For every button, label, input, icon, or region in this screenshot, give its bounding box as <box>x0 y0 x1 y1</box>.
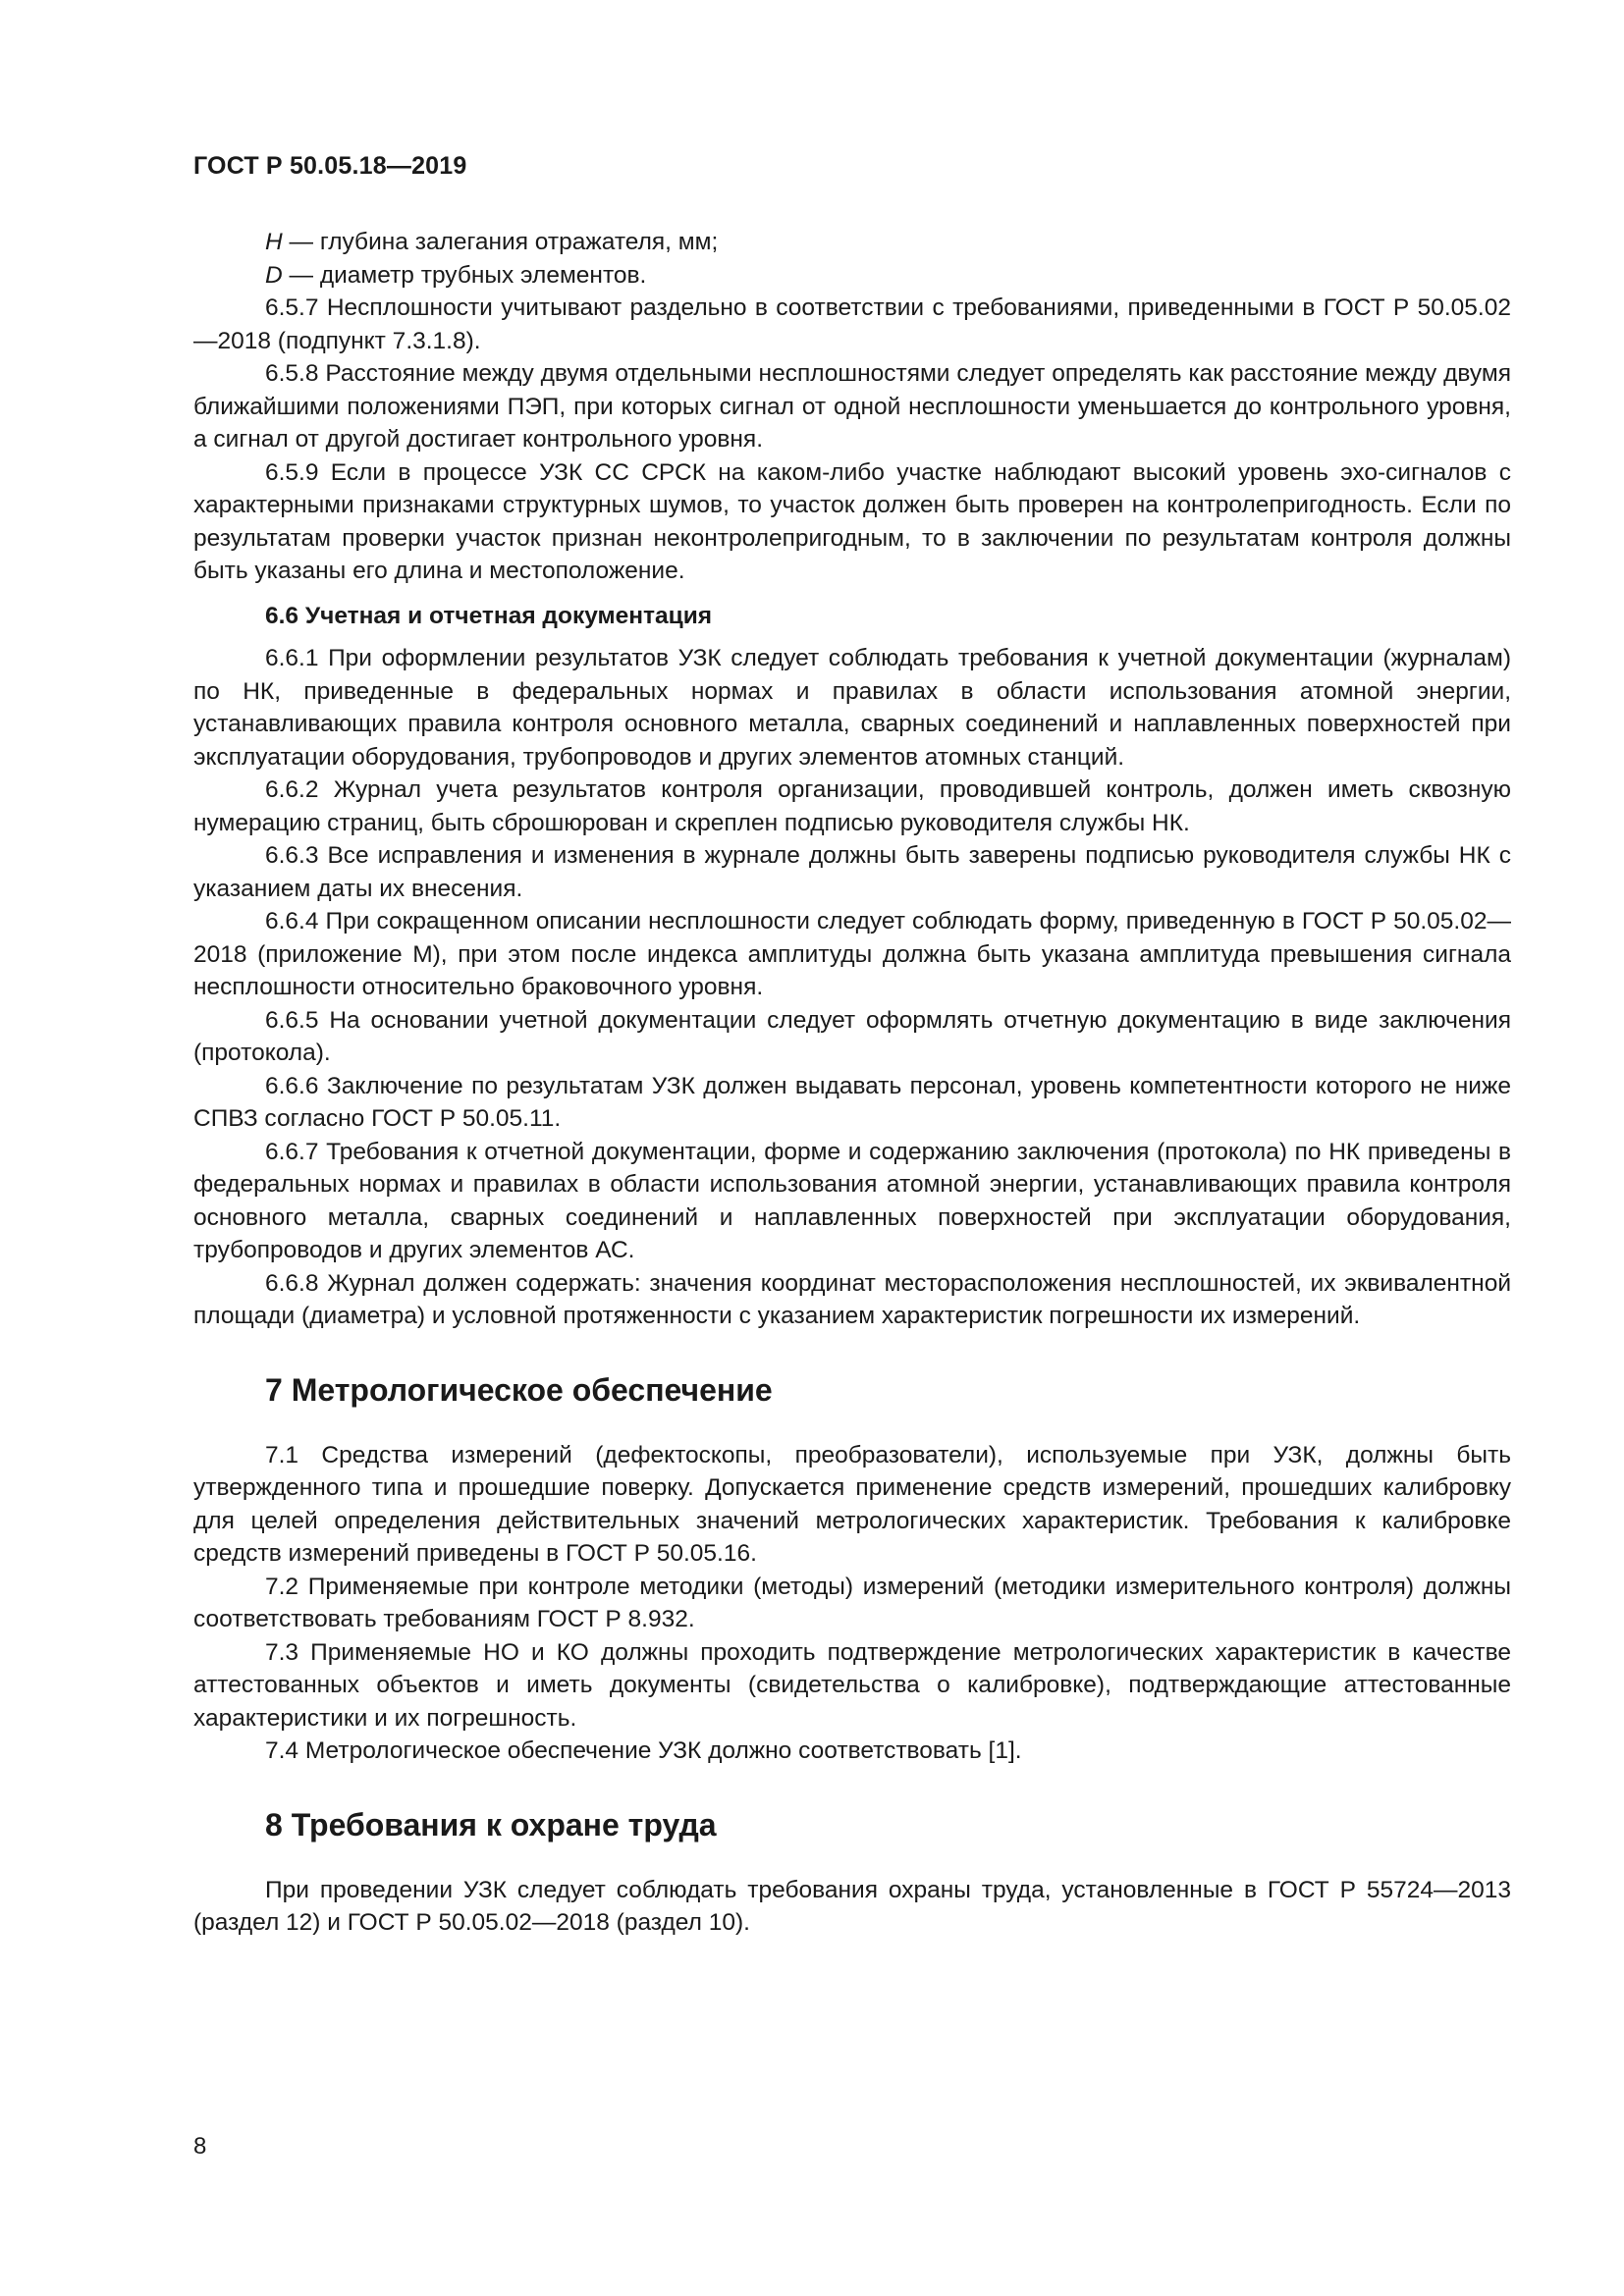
clause-6-5-9: 6.5.9 Если в процессе УЗК СС СРСК на каком-либо участке наблюдают высокий уровень эхо-сигналов с характерными признаками структурных шумов, то участок должен быть проверен на контролепригодность. Если по результатам проверки участок признан неконтролепригодным, то в заключении по результатам контроля должны быть указаны его длина и местоположение. <box>193 458 1511 584</box>
clause-6-6-7: 6.6.7 Требования к отчетной документации, форме и содержанию заключения (протокола) по НК приведены в федеральных нормах и правилах в области использования атомной энергии, устанавливающих правила контроля основного металла, сварных соединений и наплавленных поверхностей при эксплуатации оборудования, трубопроводов и других элементов АС. <box>193 1138 1511 1263</box>
clause-6-6-4: 6.6.4 При сокращенном описании несплошности следует соблюдать форму, приведенную в ГОСТ Р 50.05.02—2018 (приложение М), при этом после индекса амплитуды должна быть указана амплитуда превышения сигнала несплошности относительно браковочного уровня. <box>193 908 1511 1000</box>
clause-6-6-6: 6.6.6 Заключение по результатам УЗК должен выдавать персонал, уровень компетентности которого не ниже СПВЗ согласно ГОСТ Р 50.05.11. <box>193 1072 1511 1132</box>
clause-6-6-3: 6.6.3 Все исправления и изменения в журнале должны быть заверены подписью руководителя службы НК с указанием даты их внесения. <box>193 842 1511 902</box>
variable-text: — глубина залегания отражателя, мм; <box>282 229 719 255</box>
clause-6-6-5: 6.6.5 На основании учетной документации следует оформлять отчетную документацию в виде заключения (протокола). <box>193 1006 1511 1066</box>
variable-symbol: D <box>265 261 283 289</box>
clause-7-2: 7.2 Применяемые при контроле методики (методы) измерений (методики измерительного контроля) должны соответствовать требованиям ГОСТ Р 8.932. <box>193 1573 1511 1632</box>
variable-symbol: H <box>265 229 283 255</box>
clause-6-6-1: 6.6.1 При оформлении результатов УЗК следует соблюдать требования к учетной документации (журналам) по НК, приведенные в федеральных нормах и правилах в области использования атомной энергии, устанавливающих правила контроля основного металла, сварных соединений и наплавленных поверхностей при эксплуатации оборудования, трубопроводов и других элементов атомных станций. <box>193 645 1511 771</box>
variable-definition <box>265 226 1511 259</box>
variable-text: — диаметр трубных элементов. <box>282 261 647 289</box>
clause-7-3: 7.3 Применяемые НО и КО должны проходить подтверждение метрологических характеристик в качестве аттестованных объектов и иметь документы (свидетельства о калибровке), подтверждающие аттестованные характеристики и их погрешность. <box>193 1638 1511 1732</box>
page-number: 8 <box>193 2133 207 2160</box>
section-8-title: 8 Требования к охране труда <box>265 1806 717 1842</box>
clause-6-6-8: 6.6.8 Журнал должен содержать: значения координат месторасположения несплошностей, их эквивалентной площади (диаметра) и условной протяженности с указанием характеристик погрешности их измерений. <box>193 1269 1511 1329</box>
subsection-6-6-title: 6.6 Учетная и отчетная документация <box>265 602 713 629</box>
page-content <box>193 226 1511 1940</box>
page-header-title: ГОСТ Р 50.05.18—2019 <box>193 152 467 180</box>
section-7-title: 7 Метрологическое обеспечение <box>265 1371 773 1408</box>
clause-7-4: 7.4 Метрологическое обеспечение УЗК должно соответствовать [1]. <box>265 1737 1022 1764</box>
clause-7-1: 7.1 Средства измерений (дефектоскопы, преобразователи), используемые при УЗК, должны быть утвержденного типа и прошедшие поверку. Допускается применение средств измерений, прошедших калибровку для целей определения действительных значений метрологических характеристик. Требования к калибровке средств измерений приведены в ГОСТ Р 50.05.16. <box>193 1441 1511 1567</box>
section-8-paragraph: При проведении УЗК следует соблюдать требования охраны труда, установленные в ГОСТ Р 55724—2013 (раздел 12) и ГОСТ Р 50.05.02—2018 (раздел 10). <box>193 1876 1511 1936</box>
clause-6-6-2: 6.6.2 Журнал учета результатов контроля организации, проводившей контроль, должен иметь сквозную нумерацию страниц, быть сброшюрован и скреплен подписью руководителя службы НК. <box>193 776 1511 836</box>
clause-6-5-8: 6.5.8 Расстояние между двумя отдельными несплошностями следует определять как расстояние между двумя ближайшими положениями ПЭП, при которых сигнал от одной несплошности уменьшается до контрольного уровня, а сигнал от другой достигает контрольного уровня. <box>193 360 1511 453</box>
clause-6-5-7: 6.5.7 Несплошности учитывают раздельно в соответствии с требованиями, приведенными в ГОСТ Р 50.05.02—2018 (подпункт 7.3.1.8). <box>193 294 1511 354</box>
variable-definition <box>265 259 1511 293</box>
